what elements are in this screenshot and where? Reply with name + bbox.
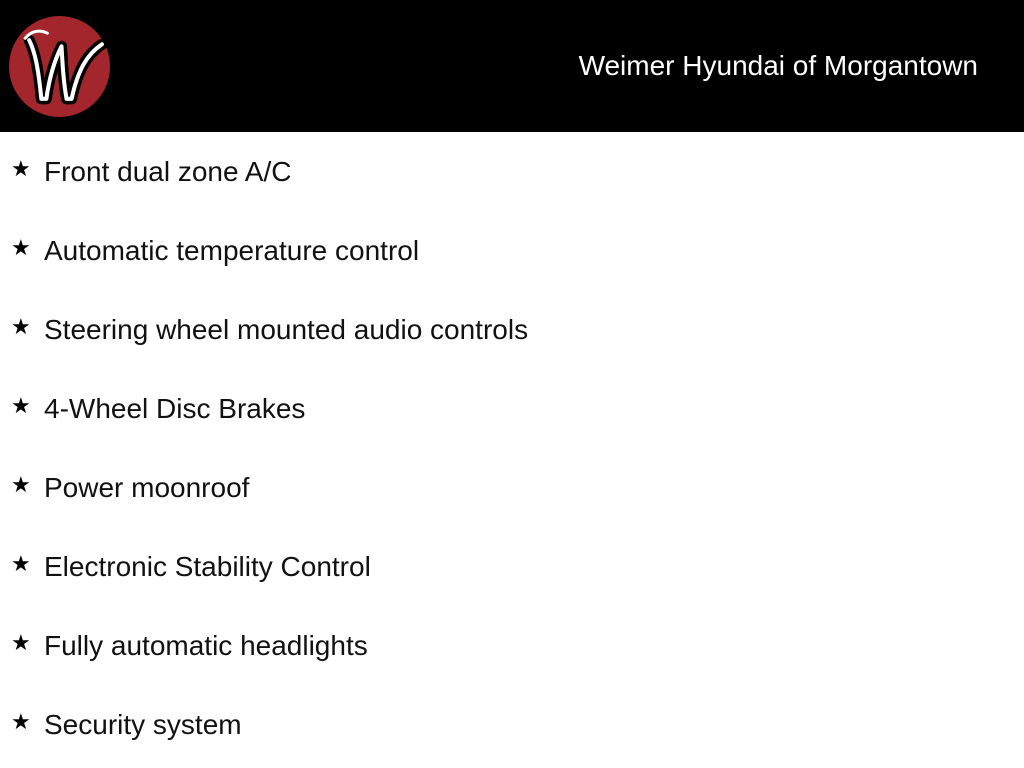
feature-label: Steering wheel mounted audio controls xyxy=(44,314,529,345)
list-item xyxy=(0,211,1024,290)
feature-label: Power moonroof xyxy=(44,472,250,503)
star-icon: ★ xyxy=(11,551,31,576)
list-item xyxy=(0,369,1024,448)
star-icon: ★ xyxy=(11,393,31,418)
feature-label: Fully automatic headlights xyxy=(44,630,368,661)
page-header xyxy=(0,0,1024,132)
list-item xyxy=(0,290,1024,369)
star-icon: ★ xyxy=(11,630,31,655)
star-icon: ★ xyxy=(11,709,31,734)
weimer-w-logo-icon xyxy=(9,16,110,117)
feature-label: Automatic temperature control xyxy=(44,235,420,266)
feature-label: Electronic Stability Control xyxy=(44,551,371,582)
dealer-name: Weimer Hyundai of Morgantown xyxy=(578,50,978,81)
list-item xyxy=(0,527,1024,606)
list-item xyxy=(0,448,1024,527)
star-icon: ★ xyxy=(11,235,31,260)
list-item xyxy=(0,132,1024,211)
star-icon: ★ xyxy=(11,156,31,181)
feature-list xyxy=(0,132,1024,764)
feature-label: 4-Wheel Disc Brakes xyxy=(44,393,306,424)
list-item xyxy=(0,606,1024,685)
star-icon: ★ xyxy=(11,314,31,339)
feature-label: Security system xyxy=(44,709,242,740)
star-icon: ★ xyxy=(11,472,31,497)
list-item xyxy=(0,685,1024,764)
feature-label: Front dual zone A/C xyxy=(44,156,292,187)
